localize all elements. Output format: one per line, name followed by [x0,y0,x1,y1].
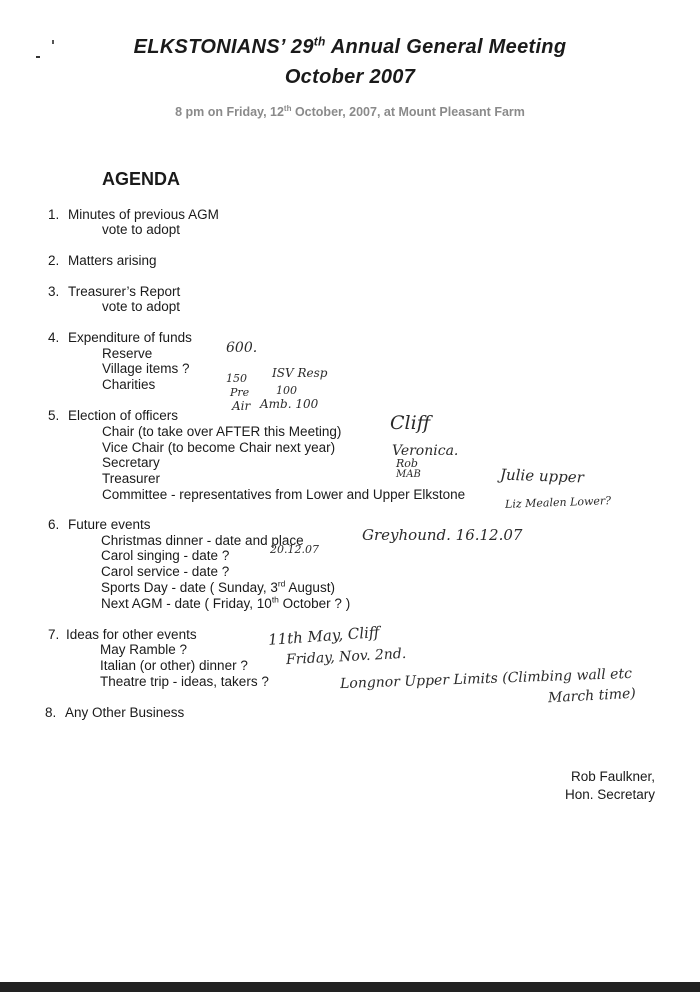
agenda-subitem: vote to adopt [102,299,181,314]
agenda-subitem: Reserve [102,346,153,361]
handwritten-note: 150 [226,372,247,385]
agenda-item-label: Election of officers [68,408,179,423]
item-number: 1. [48,207,60,222]
agenda-item-label: Ideas for other events [66,627,197,642]
handwritten-note: Amb. 100 [260,397,319,411]
agenda-subitem: Carol service - date ? [101,564,230,579]
agenda-subitem: Theatre trip - ideas, takers ? [100,674,269,689]
agenda-subitem: Committee - representatives from Lower and Upper Elkstone [102,487,466,502]
handwritten-note: Pre [230,386,250,399]
agenda-item-label: Any Other Business [65,705,185,720]
handwritten-note: Longnor Upper Limits (Climbing wall etc [339,665,633,693]
agenda-subitem: Carol singing - date ? [101,548,230,563]
handwritten-note: Liz Mealen Lower? [504,494,612,511]
handwritten-note: Julie upper [499,465,585,487]
signatory-role: Hon. Secretary [564,787,655,802]
item-number: 2. [48,253,60,268]
agenda-subitem: Vice Chair (to become Chair next year) [102,440,336,455]
agenda-subitem: Village items ? [102,361,190,376]
handwritten-note: Veronica. [392,443,459,459]
handwritten-note: 600. [226,340,258,356]
item-number: 6. [48,517,60,532]
handwritten-note: Air [232,399,251,413]
agenda-subitem: Sports Day - date ( Sunday, 3rd August) [101,578,335,595]
handwritten-note: Rob [396,457,418,470]
handwritten-note: MAB [396,469,421,480]
signatory-name: Rob Faulkner, [570,769,655,784]
agenda-item-label: Expenditure of funds [68,330,192,345]
agenda-item-label: Matters arising [68,253,157,268]
scan-edge [0,982,700,992]
document-title: ELKSTONIANS’ 29th Annual General Meeting [133,34,567,58]
agenda-subitem: Chair (to take over AFTER this Meeting) [102,424,342,439]
agenda-subitem: Christmas dinner - date and place [101,533,304,548]
item-number: 8. [45,705,57,720]
agenda-item-label: Treasurer’s Report [68,284,181,299]
agenda-subitem: Secretary [102,455,160,470]
agenda-item-label: Minutes of previous AGM [68,207,219,222]
item-number: 3. [48,284,60,299]
handwritten-note: Friday, Nov. 2nd. [285,645,407,669]
agenda-subitem: May Ramble ? [100,642,188,657]
agenda-item-label: Future events [68,517,151,532]
handwritten-note: 20.12.07 [270,543,319,556]
item-number: 4. [48,330,60,345]
meeting-details: 8 pm on Friday, 12th October, 2007, at Mount Pleasant Farm [175,103,525,119]
item-number: 7. [48,627,60,642]
handwritten-note: ISV Resp [272,366,328,380]
item-number: 5. [48,408,60,423]
agenda-subitem: Next AGM - date ( Friday, 10th October ? ) [101,594,351,611]
handwritten-note: Cliff [390,412,431,434]
agenda-subitem: Treasurer [102,471,161,486]
agenda-heading: AGENDA [102,169,181,189]
agenda-subitem: Charities [102,377,156,392]
handwritten-note: 11th May, Cliff [267,623,381,649]
agenda-subitem: vote to adopt [102,222,181,237]
handwritten-note: 100 [276,384,297,397]
document-title-date: October 2007 [284,66,416,88]
agenda-subitem: Italian (or other) dinner ? [100,658,248,673]
handwritten-note: March time) [547,685,637,707]
handwritten-note: Greyhound. 16.12.07 [362,526,523,544]
